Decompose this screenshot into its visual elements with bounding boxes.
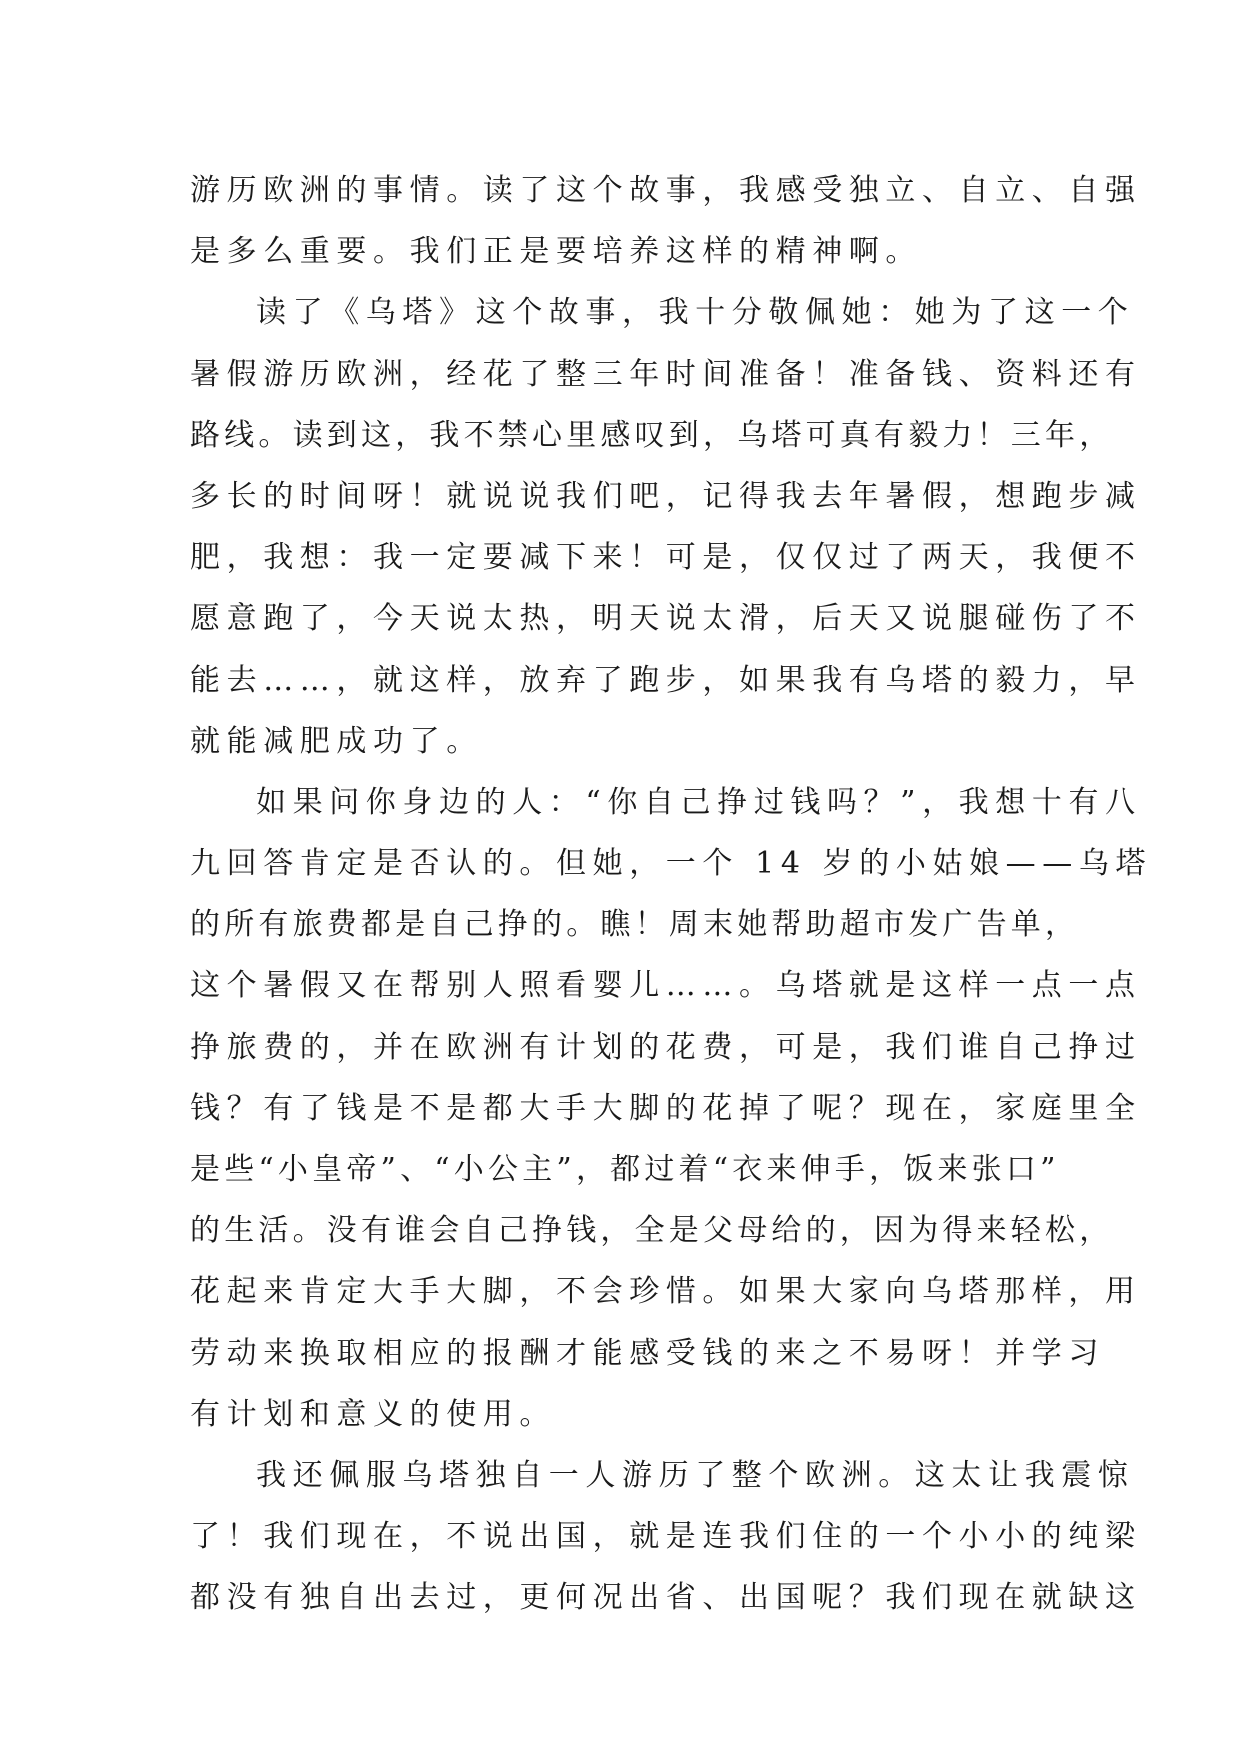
paragraph-1: [190, 160, 1142, 282]
paragraph-2: [190, 282, 1142, 772]
text-line: 劳动来换取相应的报酬才能感受钱的来之不易呀！并学习: [190, 1335, 1105, 1371]
text-line: 有计划和意义的使用。: [190, 1396, 556, 1432]
text-line: 都没有独自出去过，更何况出省、出国呢？我们现在就缺这: [190, 1580, 1142, 1616]
text-line: 游历欧洲的事情。读了这个故事，我感受独立、自立、自强: [190, 173, 1142, 208]
text-line: 九回答肯定是否认的。但她，一个 14 岁的小姑娘——乌塔: [190, 846, 1153, 882]
text-line: 路线。读到这，我不禁心里感叹到，乌塔可真有毅力！三年，: [190, 417, 1114, 453]
text-line: 读了《乌塔》这个故事，我十分敬佩她：她为了这一个: [256, 295, 1135, 331]
text-line: 花起来肯定大手大脚，不会珍惜。如果大家向乌塔那样，用: [190, 1274, 1142, 1310]
text-line: 钱？有了钱是不是都大手大脚的花掉了呢？现在，家庭里全: [190, 1090, 1142, 1126]
text-line: 是些“小皇帝”、“小公主”，都过着“衣来伸手，饭来张口”: [190, 1152, 1060, 1187]
essay-body: [190, 160, 1153, 1629]
text-line: 就能减肥成功了。: [190, 723, 483, 759]
paragraph-3: [190, 772, 1153, 1445]
text-line: 肥，我想：我一定要减下来！可是，仅仅过了两天，我便不: [190, 540, 1142, 576]
text-line: 如果问你身边的人：“你自己挣过钱吗？”，我想十有八: [256, 784, 1142, 820]
text-line: 挣旅费的，并在欧洲有计划的花费，可是，我们谁自己挣过: [190, 1029, 1142, 1065]
text-line: 暑假游历欧洲，经花了整三年时间准备！准备钱、资料还有: [190, 356, 1142, 392]
text-line: 的所有旅费都是自己挣的。瞧！周末她帮助超市发广告单，: [190, 907, 1080, 943]
text-line: 的生活。没有谁会自己挣钱，全是父母给的，因为得来轻松，: [190, 1213, 1114, 1249]
text-line: 我还佩服乌塔独自一人游历了整个欧洲。这太让我震惊: [256, 1457, 1135, 1493]
paragraph-4: [190, 1445, 1142, 1629]
text-line: 能去……，就这样，放弃了跑步，如果我有乌塔的毅力，早: [190, 662, 1142, 698]
text-line: 了！我们现在，不说出国，就是连我们住的一个小小的纯梁: [190, 1519, 1142, 1555]
text-line: 多长的时间呀！就说说我们吧，记得我去年暑假，想跑步减: [190, 478, 1142, 514]
text-line: 这个暑假又在帮别人照看婴儿……。乌塔就是这样一点一点: [190, 968, 1142, 1004]
text-line: 是多么重要。我们正是要培养这样的精神啊。: [190, 234, 922, 270]
text-line: 愿意跑了，今天说太热，明天说太滑，后天又说腿碰伤了不: [190, 601, 1142, 637]
